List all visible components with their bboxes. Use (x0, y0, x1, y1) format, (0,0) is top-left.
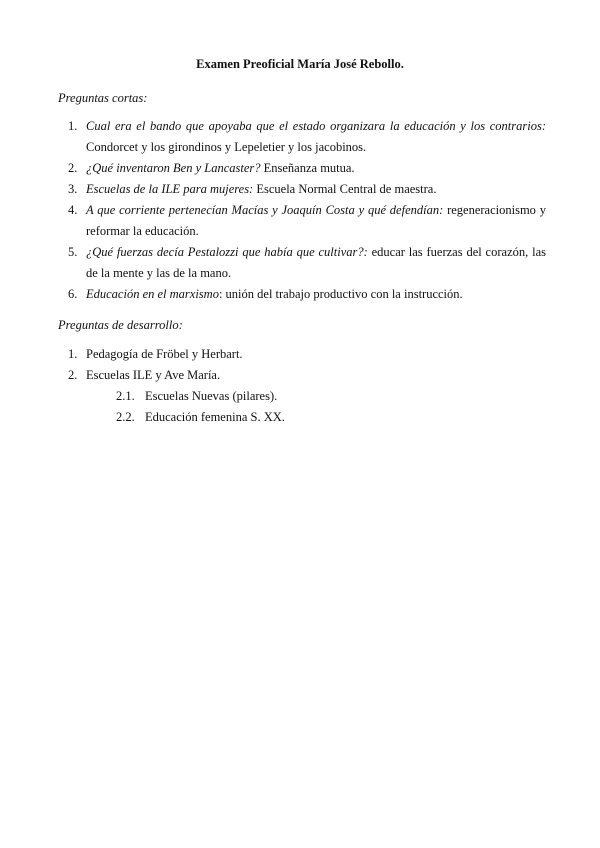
list-item-text: Escuelas ILE y Ave María. (86, 368, 221, 382)
answer-text: educar las fuerzas del corazón, las de la mente y las de la mano. (86, 245, 546, 280)
sub-list-item (116, 386, 546, 407)
question-text: ¿Qué fuerzas decía Pestalozzi que había que cultivar?: (86, 245, 368, 259)
page-title: Examen Preoficial María José Rebollo. (196, 57, 404, 71)
list-item (58, 200, 546, 242)
list-number: 6. (68, 287, 78, 301)
list-item (58, 365, 546, 428)
list-number: 5. (68, 245, 78, 259)
short-questions-list (58, 116, 546, 305)
list-number: 3. (68, 182, 78, 196)
list-item-text: Pedagogía de Fröbel y Herbart. (86, 347, 243, 361)
answer-text: regeneracionismo y reformar la educación. (86, 203, 546, 238)
question-text: A que corriente pertenecían Macías y Joaquín Costa y qué defendían: (86, 203, 444, 217)
list-item (58, 116, 546, 158)
sub-list-item (116, 407, 546, 428)
question-text: Cual era el bando que apoyaba que el estado organizara la educación y los contrarios: (86, 119, 546, 133)
list-number: 4. (68, 203, 78, 217)
short-questions-heading: Preguntas cortas: (58, 91, 148, 105)
sub-list-item-text: Educación femenina S. XX. (145, 410, 285, 424)
answer-text: Condorcet y los girondinos y Lepeletier y los jacobinos. (86, 140, 367, 154)
list-item (58, 179, 546, 200)
list-number: 2. (68, 161, 78, 175)
list-item (58, 158, 546, 179)
answer-text: : unión del trabajo productivo con la instrucción. (218, 287, 463, 301)
sub-list-number: 2.2. (116, 410, 135, 424)
question-text: ¿Qué inventaron Ben y Lancaster? (86, 161, 261, 175)
sub-list-item-text: Escuelas Nuevas (pilares). (145, 389, 278, 403)
answer-text: Escuela Normal Central de maestra. (253, 182, 437, 196)
answer-text: Enseñanza mutua. (260, 161, 355, 175)
sub-list (86, 386, 546, 428)
list-number: 2. (68, 368, 78, 382)
list-number: 1. (68, 347, 78, 361)
sub-list-number: 2.1. (116, 389, 135, 403)
list-item (58, 344, 546, 365)
list-number: 1. (68, 119, 78, 133)
question-text: Educación en el marxismo (86, 287, 219, 301)
development-questions-heading: Preguntas de desarrollo: (58, 318, 183, 332)
development-questions-list (58, 344, 546, 428)
list-item (58, 242, 546, 284)
list-item (58, 284, 546, 305)
question-text: Escuelas de la ILE para mujeres: (86, 182, 254, 196)
